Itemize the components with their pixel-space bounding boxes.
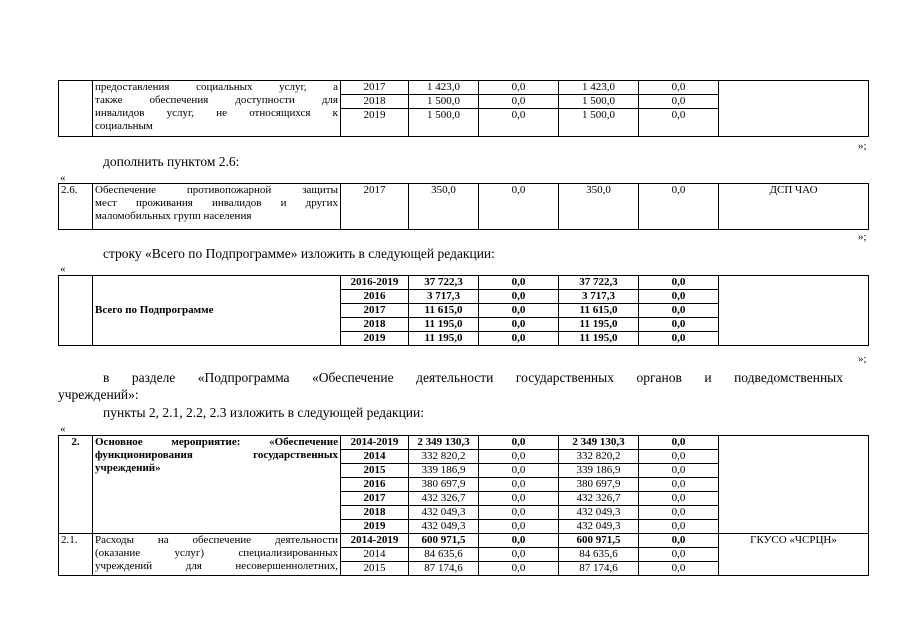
num-cell bbox=[59, 276, 93, 346]
description-line: социальным bbox=[95, 120, 153, 132]
total-cell: 84 635,6 bbox=[409, 548, 479, 562]
other-cell: 0,0 bbox=[639, 450, 719, 464]
regional-cell: 3 717,3 bbox=[559, 290, 639, 304]
federal-cell: 0,0 bbox=[479, 492, 559, 506]
regional-cell: 339 186,9 bbox=[559, 464, 639, 478]
other-cell: 0,0 bbox=[639, 81, 719, 95]
description-line: Расходы на обеспечение деятельности bbox=[95, 534, 338, 546]
description-line: учреждений для несовершеннолетних, bbox=[95, 560, 338, 572]
year-cell: 2018 bbox=[341, 318, 409, 332]
federal-cell: 0,0 bbox=[479, 478, 559, 492]
year-cell: 2019 bbox=[341, 332, 409, 346]
other-cell: 0,0 bbox=[639, 290, 719, 304]
regional-cell: 11 195,0 bbox=[559, 318, 639, 332]
executor-cell bbox=[719, 436, 869, 534]
regional-cell: 350,0 bbox=[559, 184, 639, 230]
total-cell: 37 722,3 bbox=[409, 276, 479, 290]
other-cell: 0,0 bbox=[639, 304, 719, 318]
total-cell: 1 500,0 bbox=[409, 95, 479, 109]
description-line: маломобильных групп населения bbox=[95, 210, 252, 222]
total-cell: 332 820,2 bbox=[409, 450, 479, 464]
year-cell: 2017 bbox=[341, 184, 409, 230]
year-cell: 2017 bbox=[341, 492, 409, 506]
year-cell: 2015 bbox=[341, 464, 409, 478]
instruction-paragraph-continuation: учреждений»: bbox=[58, 387, 139, 402]
description-line: Обеспечение противопожарной защиты bbox=[95, 184, 338, 196]
description-line: мест проживания инвалидов и других bbox=[95, 197, 338, 209]
year-cell: 2016 bbox=[341, 290, 409, 304]
description-cell bbox=[93, 534, 341, 576]
regional-cell: 2 349 130,3 bbox=[559, 436, 639, 450]
year-cell: 2018 bbox=[341, 506, 409, 520]
federal-cell: 0,0 bbox=[479, 95, 559, 109]
closing-quote: »; bbox=[858, 353, 867, 365]
total-cell: 339 186,9 bbox=[409, 464, 479, 478]
federal-cell: 0,0 bbox=[479, 436, 559, 450]
total-cell: 2 349 130,3 bbox=[409, 436, 479, 450]
year-cell: 2017 bbox=[341, 81, 409, 95]
num-cell: 2.6. bbox=[59, 184, 93, 230]
year-cell: 2016 bbox=[341, 478, 409, 492]
other-cell: 0,0 bbox=[639, 506, 719, 520]
num-cell: 2.1. bbox=[59, 534, 93, 576]
instruction-paragraph: строку «Всего по Подпрограмме» изложить в следующей редакции: bbox=[103, 246, 495, 261]
description-cell bbox=[93, 184, 341, 230]
instruction-paragraph: пункты 2, 2.1, 2.2, 2.3 изложить в следующей редакции: bbox=[103, 405, 425, 420]
description-line: учреждений» bbox=[95, 462, 161, 474]
federal-cell: 0,0 bbox=[479, 290, 559, 304]
other-cell: 0,0 bbox=[639, 562, 719, 576]
executor-cell bbox=[719, 276, 869, 346]
description-line: функционирования государственных bbox=[95, 449, 338, 461]
table-subprogram-total bbox=[58, 275, 869, 346]
regional-cell: 432 326,7 bbox=[559, 492, 639, 506]
year-cell: 2014 bbox=[341, 450, 409, 464]
other-cell: 0,0 bbox=[639, 464, 719, 478]
table-row bbox=[59, 534, 869, 548]
total-cell: 87 174,6 bbox=[409, 562, 479, 576]
regional-cell: 87 174,6 bbox=[559, 562, 639, 576]
table-continuation bbox=[58, 80, 869, 137]
regional-cell: 37 722,3 bbox=[559, 276, 639, 290]
other-cell: 0,0 bbox=[639, 184, 719, 230]
total-cell: 432 049,3 bbox=[409, 520, 479, 534]
other-cell: 0,0 bbox=[639, 332, 719, 346]
num-cell bbox=[59, 81, 93, 137]
opening-quote: « bbox=[60, 263, 66, 275]
federal-cell: 0,0 bbox=[479, 318, 559, 332]
regional-cell: 84 635,6 bbox=[559, 548, 639, 562]
instruction-paragraph: в разделе «Подпрограмма «Обеспечение деятельности государственных органов и подведомственных bbox=[103, 370, 843, 385]
year-cell: 2016-2019 bbox=[341, 276, 409, 290]
federal-cell: 0,0 bbox=[479, 332, 559, 346]
regional-cell: 600 971,5 bbox=[559, 534, 639, 548]
regional-cell: 432 049,3 bbox=[559, 520, 639, 534]
total-cell: 11 195,0 bbox=[409, 332, 479, 346]
regional-cell: 1 423,0 bbox=[559, 81, 639, 95]
total-cell: 1 423,0 bbox=[409, 81, 479, 95]
other-cell: 0,0 bbox=[639, 109, 719, 137]
federal-cell: 0,0 bbox=[479, 450, 559, 464]
federal-cell: 0,0 bbox=[479, 520, 559, 534]
table-row bbox=[59, 184, 869, 230]
description-line: также обеспечения доступности для bbox=[95, 94, 338, 106]
federal-cell: 0,0 bbox=[479, 184, 559, 230]
table-items-2 bbox=[58, 435, 869, 576]
total-cell: 3 717,3 bbox=[409, 290, 479, 304]
other-cell: 0,0 bbox=[639, 478, 719, 492]
executor-cell bbox=[719, 81, 869, 137]
total-cell: 432 049,3 bbox=[409, 506, 479, 520]
regional-cell: 11 195,0 bbox=[559, 332, 639, 346]
closing-quote: »; bbox=[858, 231, 867, 243]
instruction-paragraph: дополнить пунктом 2.6: bbox=[103, 154, 240, 169]
year-cell: 2014-2019 bbox=[341, 534, 409, 548]
regional-cell: 1 500,0 bbox=[559, 109, 639, 137]
total-cell: 1 500,0 bbox=[409, 109, 479, 137]
regional-cell: 11 615,0 bbox=[559, 304, 639, 318]
other-cell: 0,0 bbox=[639, 436, 719, 450]
federal-cell: 0,0 bbox=[479, 81, 559, 95]
year-cell: 2014-2019 bbox=[341, 436, 409, 450]
total-label-cell: Всего по Подпрограмме bbox=[93, 276, 341, 346]
other-cell: 0,0 bbox=[639, 520, 719, 534]
description-line: инвалидов услуг, не относящихся к bbox=[95, 107, 338, 119]
federal-cell: 0,0 bbox=[479, 304, 559, 318]
other-cell: 0,0 bbox=[639, 534, 719, 548]
description-line: (оказание услуг) специализированных bbox=[95, 547, 338, 559]
year-cell: 2015 bbox=[341, 562, 409, 576]
table-row bbox=[59, 436, 869, 450]
table-row bbox=[59, 276, 869, 290]
federal-cell: 0,0 bbox=[479, 548, 559, 562]
regional-cell: 432 049,3 bbox=[559, 506, 639, 520]
executor-cell: ДСП ЧАО bbox=[719, 184, 869, 230]
year-cell: 2014 bbox=[341, 548, 409, 562]
description-cell bbox=[93, 81, 341, 137]
year-cell: 2019 bbox=[341, 109, 409, 137]
total-cell: 11 195,0 bbox=[409, 318, 479, 332]
total-cell: 380 697,9 bbox=[409, 478, 479, 492]
executor-cell: ГКУСО «ЧСРЦН» bbox=[719, 534, 869, 576]
description-line: предоставления социальных услуг, а bbox=[95, 81, 338, 93]
regional-cell: 1 500,0 bbox=[559, 95, 639, 109]
table-item-2-6 bbox=[58, 183, 869, 230]
other-cell: 0,0 bbox=[639, 276, 719, 290]
federal-cell: 0,0 bbox=[479, 562, 559, 576]
table-row bbox=[59, 81, 869, 95]
other-cell: 0,0 bbox=[639, 318, 719, 332]
opening-quote: « bbox=[60, 423, 66, 435]
num-cell: 2. bbox=[59, 436, 93, 534]
year-cell: 2019 bbox=[341, 520, 409, 534]
description-line: Основное мероприятие: «Обеспечение bbox=[95, 436, 338, 448]
opening-quote: « bbox=[60, 172, 66, 184]
other-cell: 0,0 bbox=[639, 492, 719, 506]
other-cell: 0,0 bbox=[639, 548, 719, 562]
federal-cell: 0,0 bbox=[479, 276, 559, 290]
total-cell: 600 971,5 bbox=[409, 534, 479, 548]
federal-cell: 0,0 bbox=[479, 464, 559, 478]
federal-cell: 0,0 bbox=[479, 534, 559, 548]
total-cell: 350,0 bbox=[409, 184, 479, 230]
closing-quote: »; bbox=[858, 140, 867, 152]
year-cell: 2017 bbox=[341, 304, 409, 318]
total-cell: 432 326,7 bbox=[409, 492, 479, 506]
other-cell: 0,0 bbox=[639, 95, 719, 109]
description-cell bbox=[93, 436, 341, 534]
federal-cell: 0,0 bbox=[479, 506, 559, 520]
total-cell: 11 615,0 bbox=[409, 304, 479, 318]
federal-cell: 0,0 bbox=[479, 109, 559, 137]
regional-cell: 380 697,9 bbox=[559, 478, 639, 492]
regional-cell: 332 820,2 bbox=[559, 450, 639, 464]
year-cell: 2018 bbox=[341, 95, 409, 109]
